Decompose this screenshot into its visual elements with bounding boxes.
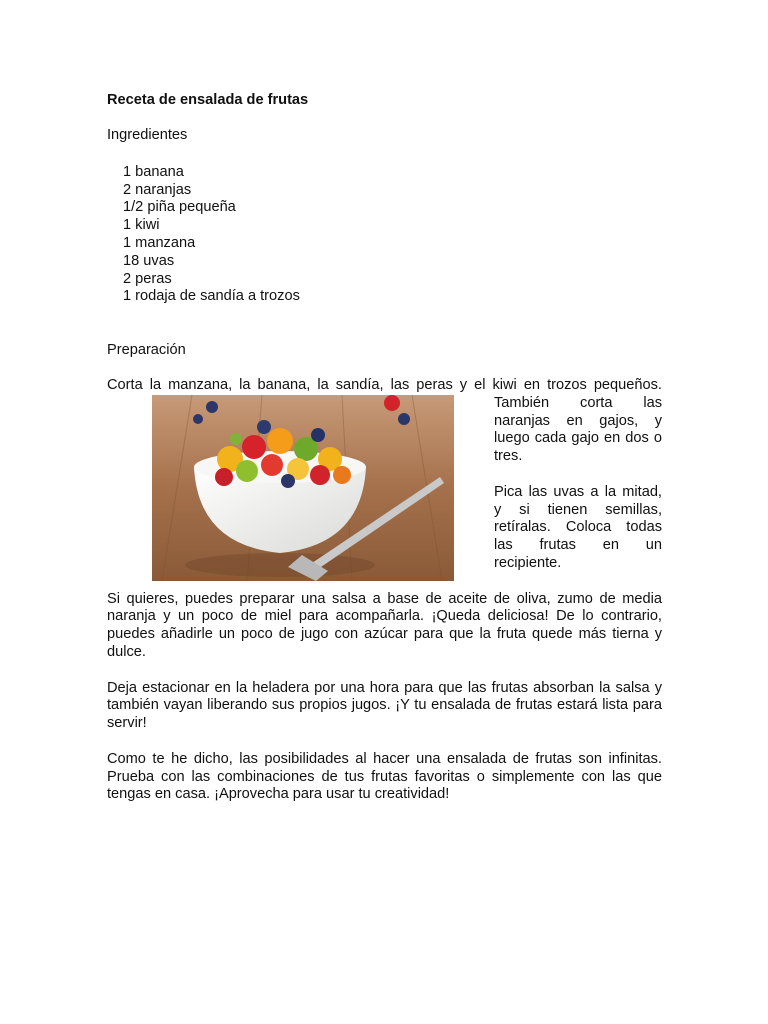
recipe-document [107, 92, 662, 804]
paragraph-sauce: Si quieres, puedes preparar una salsa a base de aceite de oliva, zumo de media naranja y un poco de miel para acompañarla. ¡Queda deliciosa! De lo contrario, puedes añadirle un poco de jugo con azúcar para que la fruta quede más tierna y dulce. [107, 590, 662, 660]
ingredient-item: 1/2 piña pequeña [123, 199, 236, 216]
ingredient-item: 18 uvas [123, 252, 175, 269]
recipe-title: Receta de ensalada de frutas [107, 92, 309, 108]
paragraph-intro: Corta la manzana, la banana, la sandía, las peras y el kiwi en trozos pequeños. [107, 376, 662, 393]
preparation-section [107, 377, 662, 662]
ingredient-item: 1 manzana [123, 234, 196, 251]
fruit-salad-photo [152, 395, 454, 581]
paragraph-intro-continued: También corta las naranjas en gajos, y luego cada gajo en dos o tres. [494, 394, 662, 465]
paragraph-closing: Como te he dicho, las posibilidades al hacer una ensalada de frutas son infinitas. Prueba con las combinaciones de tus frutas favoritas o simplemente con las que tengas en casa. ¡Aprovecha para usar tu creatividad! [107, 750, 662, 803]
ingredient-item: 2 naranjas [123, 181, 192, 198]
ingredients-list [123, 164, 662, 306]
paragraph-rest: Deja estacionar en la heladera por una hora para que las frutas absorban la salsa y también vayan liberando sus propios jugos. ¡Y tu ensalada de frutas estará lista para servir! [107, 679, 662, 732]
paragraph-grapes: Pica las uvas a la mitad, y si tienen semillas, retíralas. Coloca todas las frutas en un recipiente. [494, 483, 662, 571]
ingredient-item: 1 banana [123, 163, 184, 180]
ingredients-heading: Ingredientes [107, 127, 188, 143]
ingredient-item: 1 rodaja de sandía a trozos [123, 288, 300, 305]
preparation-heading: Preparación [107, 342, 186, 359]
ingredient-item: 1 kiwi [123, 217, 160, 234]
ingredient-item: 2 peras [123, 270, 172, 287]
